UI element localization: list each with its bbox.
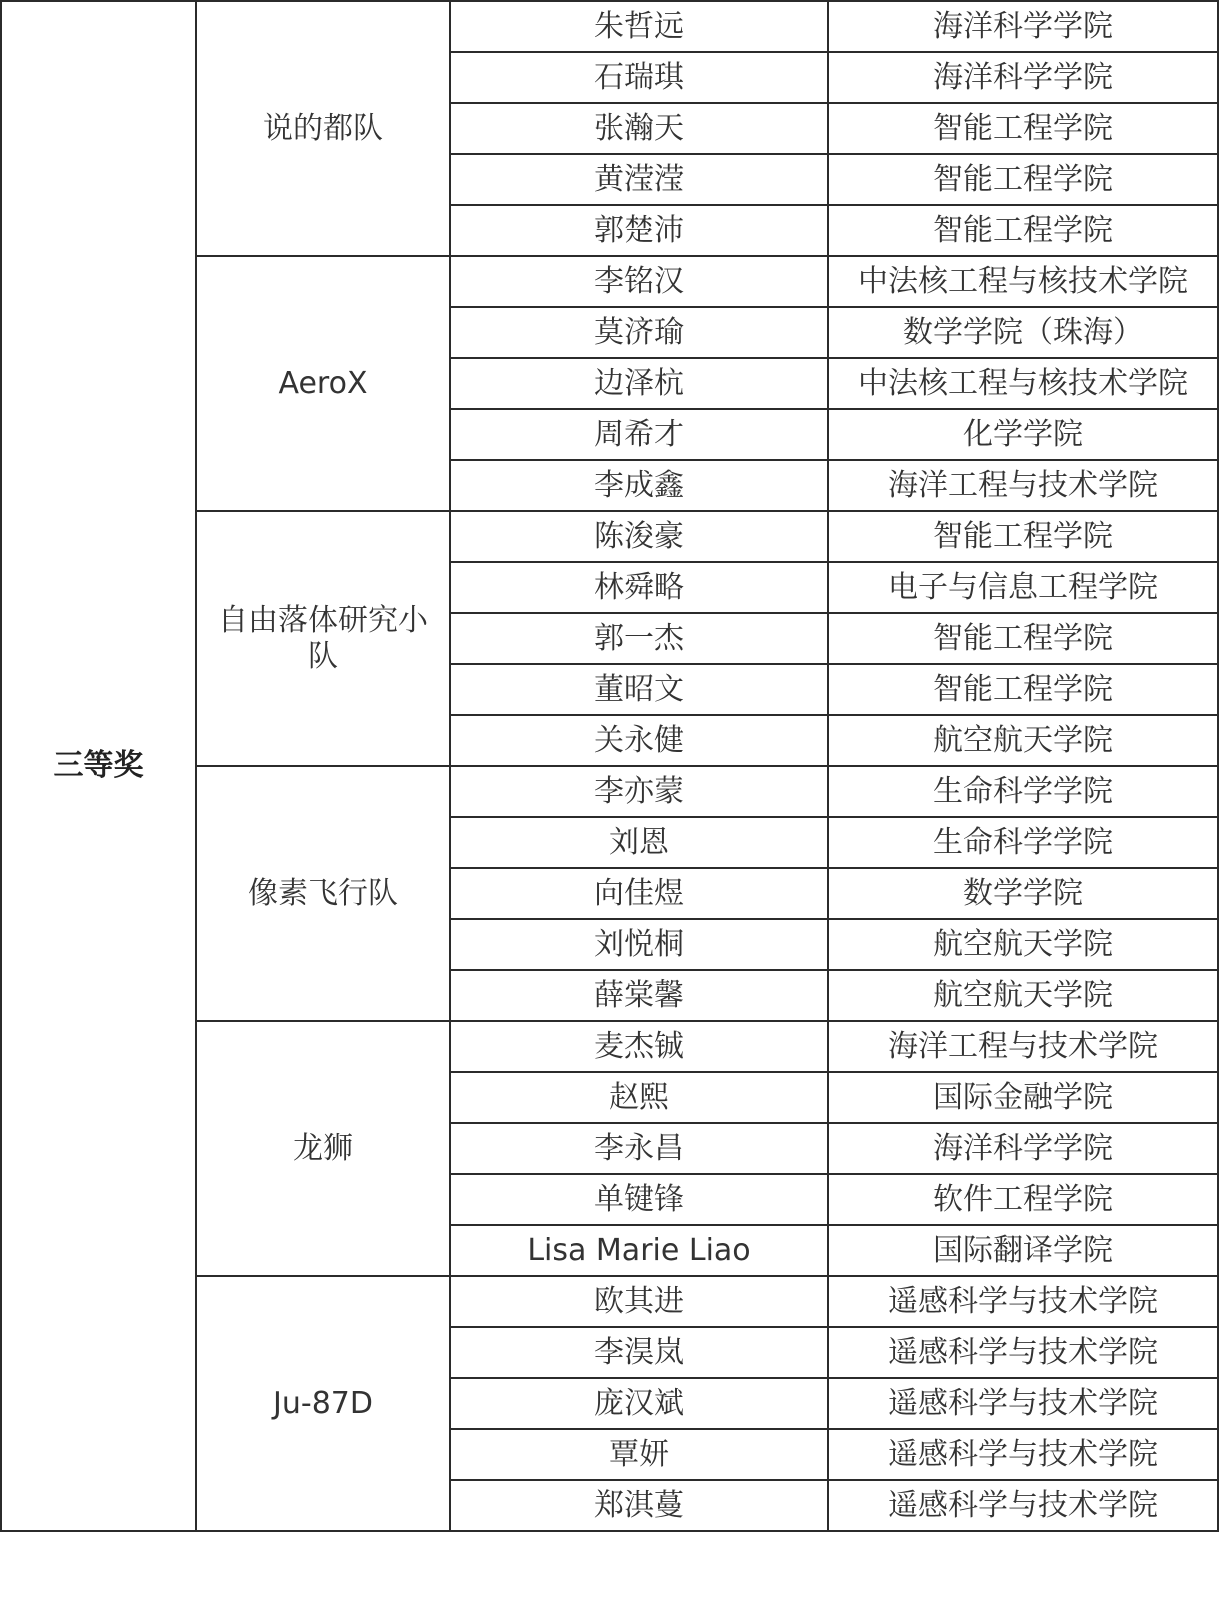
member-name-cell: 周希才	[450, 409, 828, 460]
team-name-cell: 龙狮	[196, 1021, 450, 1276]
member-name-cell: 单键锋	[450, 1174, 828, 1225]
member-college-cell: 海洋工程与技术学院	[828, 460, 1218, 511]
member-college-cell: 海洋科学学院	[828, 1, 1218, 52]
member-name-cell: 李淏岚	[450, 1327, 828, 1378]
member-name-cell: 张瀚天	[450, 103, 828, 154]
member-college-cell: 智能工程学院	[828, 103, 1218, 154]
member-name-cell: 李铭汉	[450, 256, 828, 307]
member-name-cell: 郭楚沛	[450, 205, 828, 256]
member-name-cell: 欧其进	[450, 1276, 828, 1327]
member-name-cell: 董昭文	[450, 664, 828, 715]
member-college-cell: 国际翻译学院	[828, 1225, 1218, 1276]
member-college-cell: 航空航天学院	[828, 919, 1218, 970]
member-college-cell: 智能工程学院	[828, 154, 1218, 205]
member-college-cell: 海洋科学学院	[828, 1123, 1218, 1174]
member-college-cell: 航空航天学院	[828, 715, 1218, 766]
member-college-cell: 智能工程学院	[828, 613, 1218, 664]
member-college-cell: 中法核工程与核技术学院	[828, 256, 1218, 307]
member-college-cell: 化学学院	[828, 409, 1218, 460]
member-name-cell: 黄滢滢	[450, 154, 828, 205]
team-name-cell: 自由落体研究小队	[196, 511, 450, 766]
member-name-cell: 郑淇蔓	[450, 1480, 828, 1531]
member-college-cell: 遥感科学与技术学院	[828, 1378, 1218, 1429]
member-college-cell: 遥感科学与技术学院	[828, 1276, 1218, 1327]
member-college-cell: 生命科学学院	[828, 817, 1218, 868]
member-name-cell: 庞汉斌	[450, 1378, 828, 1429]
member-name-cell: 薛棠馨	[450, 970, 828, 1021]
member-name-cell: 李永昌	[450, 1123, 828, 1174]
member-college-cell: 数学学院	[828, 868, 1218, 919]
team-name-cell: Ju-87D	[196, 1276, 450, 1531]
table-row	[1, 1, 1218, 52]
member-college-cell: 海洋工程与技术学院	[828, 1021, 1218, 1072]
member-college-cell: 智能工程学院	[828, 511, 1218, 562]
member-college-cell: 遥感科学与技术学院	[828, 1480, 1218, 1531]
member-name-cell: 林舜略	[450, 562, 828, 613]
member-name-cell: 郭一杰	[450, 613, 828, 664]
member-name-cell: 关永健	[450, 715, 828, 766]
member-college-cell: 国际金融学院	[828, 1072, 1218, 1123]
member-name-cell: 石瑞琪	[450, 52, 828, 103]
member-name-cell: 莫济瑜	[450, 307, 828, 358]
team-name-cell: 说的都队	[196, 1, 450, 256]
member-college-cell: 遥感科学与技术学院	[828, 1429, 1218, 1480]
award-table-body	[1, 1, 1218, 1531]
member-college-cell: 软件工程学院	[828, 1174, 1218, 1225]
member-name-cell: 麦杰铖	[450, 1021, 828, 1072]
member-college-cell: 电子与信息工程学院	[828, 562, 1218, 613]
award-level-cell: 三等奖	[1, 1, 196, 1531]
member-name-cell: 刘恩	[450, 817, 828, 868]
member-college-cell: 智能工程学院	[828, 205, 1218, 256]
member-name-cell: 边泽杭	[450, 358, 828, 409]
member-name-cell: 刘悦桐	[450, 919, 828, 970]
member-name-cell: 李亦蒙	[450, 766, 828, 817]
member-name-cell: 李成鑫	[450, 460, 828, 511]
member-college-cell: 海洋科学学院	[828, 52, 1218, 103]
member-name-cell: 覃妍	[450, 1429, 828, 1480]
member-college-cell: 遥感科学与技术学院	[828, 1327, 1218, 1378]
member-college-cell: 生命科学学院	[828, 766, 1218, 817]
member-college-cell: 智能工程学院	[828, 664, 1218, 715]
member-college-cell: 数学学院（珠海）	[828, 307, 1218, 358]
member-name-cell: 陈浚豪	[450, 511, 828, 562]
member-name-cell: Lisa Marie Liao	[450, 1225, 828, 1276]
member-name-cell: 朱哲远	[450, 1, 828, 52]
team-name-cell: 像素飞行队	[196, 766, 450, 1021]
team-name-cell: AeroX	[196, 256, 450, 511]
member-college-cell: 中法核工程与核技术学院	[828, 358, 1218, 409]
member-name-cell: 赵熙	[450, 1072, 828, 1123]
member-college-cell: 航空航天学院	[828, 970, 1218, 1021]
member-name-cell: 向佳煜	[450, 868, 828, 919]
